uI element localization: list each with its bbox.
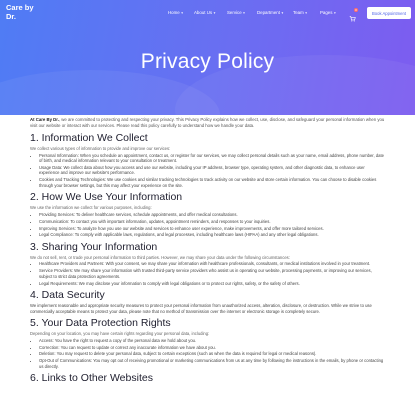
- list-item: • Communication: To contact you with important information, updates, appointment reminders, and responses to your inquiries.: [39, 219, 386, 225]
- section-title: 2. How We Use Your Information: [30, 191, 183, 204]
- section-title: 3. Sharing Your Information: [30, 240, 158, 253]
- chevron-down-icon: ▾: [243, 10, 245, 15]
- section-lead: We use the information we collect for various purposes, including:: [30, 205, 152, 211]
- cart-count-badge: 0: [355, 8, 357, 12]
- logo-line-1: Care by: [6, 3, 34, 12]
- list-item: • Legal Compliance: To comply with applicable laws, regulations, and legal processes, including healthcare laws (HIPAA) and any other legal obligations.: [39, 232, 386, 238]
- list-item: • Improving Services: To analyze how you use our website and services to enhance user experience, make improvements, and offer more tailored services.: [39, 226, 386, 232]
- section-list: [39, 153, 386, 189]
- nav-label: Service: [227, 10, 242, 15]
- chevron-down-icon: ▾: [181, 10, 183, 15]
- book-appointment-button[interactable]: Book Appointment: [367, 7, 411, 19]
- section-title: 5. Your Data Protection Rights: [30, 317, 171, 330]
- chevron-down-icon: ▾: [281, 10, 284, 15]
- nav-label: Home: [168, 10, 180, 15]
- chevron-down-icon: ▾: [305, 10, 308, 15]
- logo-line-2: Dr.: [6, 11, 17, 21]
- list-item: • Cookies and Tracking Technologies: We use cookies and similar tracking technologies to track activity on our website and store certain information. You can choose to disable cookies through your browser settings, but this may affect your experience on the site.: [39, 177, 386, 188]
- nav-item-team[interactable]: [293, 10, 307, 15]
- list-item: • Service Providers: We may share your information with trusted third-party service providers who assist us in operating our website, processing payments, or improving our services, subject to strict data protection agreements.: [39, 268, 386, 279]
- list-item: • Providing Services: To deliver healthcare services, schedule appointments, and offer medical consultations.: [39, 212, 386, 218]
- list-item: • Correction: You can request to update or correct any inaccurate information we have about you.: [39, 345, 386, 351]
- section-lead: Depending on your location, you may have certain rights regarding your personal data, including:: [30, 331, 210, 337]
- nav-item-pages[interactable]: [320, 10, 336, 15]
- intro-text: , we are committed to protecting and respecting your privacy. This Privacy Policy explains how we collect, use, disclose, and safeguard your personal information when you visit our website or interact with our services. Please read this policy carefully to understand how we handle your data.: [30, 117, 385, 128]
- policy-content: [30, 117, 386, 386]
- list-item: • Opt-Out of Communications: You may opt out of receiving promotional or marketing communications from us at any time by following the instructions in the emails, by phone or contacting us directly.: [39, 358, 386, 369]
- list-item: • Personal Information: When you schedule an appointment, contact us, or register for our services, we may collect personal details such as your name, email address, phone number, date of birth, and medical information relevant to your consultation or treatment.: [39, 153, 386, 164]
- nav-label: Pages: [320, 10, 333, 15]
- list-item: • Legal Requirements: We may disclose your information to comply with legal obligations or to protect our rights, safety, or the safety of others.: [39, 281, 386, 287]
- list-item: • Healthcare Providers and Partners: With your consent, we may share your information with healthcare professionals, consultants, or medical institutions involved in your treatment.: [39, 261, 386, 267]
- nav-label: Department: [257, 10, 280, 15]
- section-list: [39, 212, 386, 238]
- nav-item-service[interactable]: [227, 10, 245, 15]
- section-lead: We collect various types of information to provide and improve our services:: [30, 146, 171, 151]
- list-item: • Usage Data: We collect data about how you access and use our website, including your IP address, browser type, operating system, and other diagnostic data, to enhance user experience and improve our website's performance.: [39, 165, 386, 176]
- list-item: • Access: You have the right to request a copy of the personal data we hold about you.: [39, 338, 386, 344]
- intro-brand: At Care By Dr.: [30, 117, 59, 122]
- chevron-down-icon: ▾: [333, 10, 336, 15]
- section-list: [39, 261, 386, 286]
- list-item: • Deletion: You may request to delete your personal data, subject to certain exceptions (such as when the data is required for legal or medical reasons).: [39, 351, 386, 357]
- section-title: 1. Information We Collect: [30, 132, 148, 144]
- nav-label: About Us: [194, 10, 213, 15]
- section-list: [39, 338, 386, 370]
- section-lead: We do not sell, rent, or trade your personal information to third parties. However, we may share your data under the following circumstances:: [30, 254, 290, 260]
- page-title: Privacy Policy: [140, 50, 275, 73]
- section-title: 4. Data Security: [30, 289, 105, 302]
- intro-paragraph: [30, 117, 386, 129]
- chevron-down-icon: ▾: [213, 10, 216, 15]
- section-title: 6. Links to Other Websites: [30, 372, 153, 385]
- nav-item-about[interactable]: [194, 10, 215, 15]
- nav-item-department[interactable]: [257, 10, 283, 15]
- nav-label: Team: [293, 10, 304, 15]
- section-paragraph: We implement reasonable and appropriate security measures to protect your personal information from unauthorized access, alteration, disclosure, or destruction. While we strive to use commercially acceptable means to protect your data, please note that no method of transmission over the internet or electronic storage is completely secure.: [30, 303, 372, 314]
- nav-item-home[interactable]: [168, 10, 183, 15]
